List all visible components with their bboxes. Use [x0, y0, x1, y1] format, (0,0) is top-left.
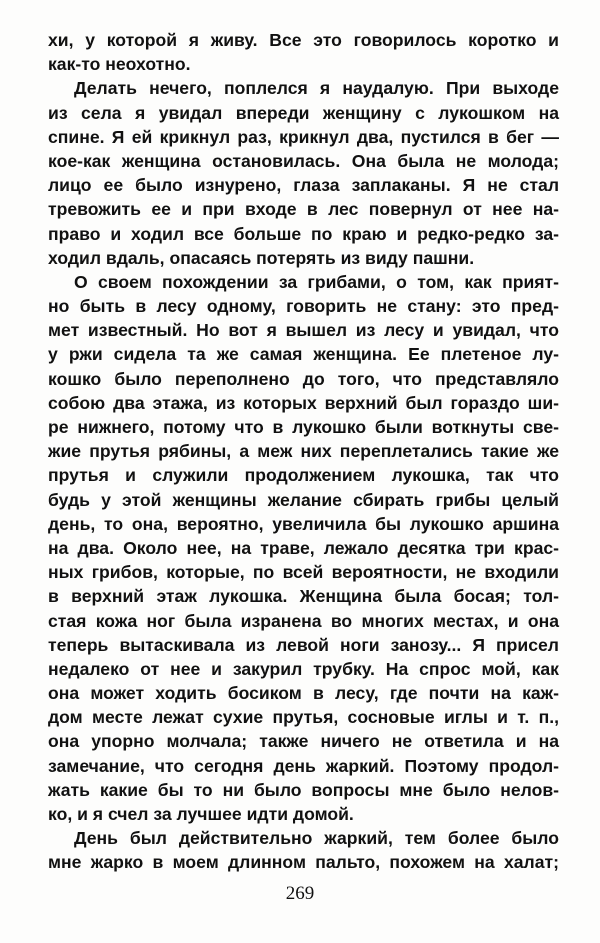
text-line: право и ходил все больше по краю и редко-редко за- — [48, 223, 559, 244]
text-line: О своем похождении за грибами, о том, как прият- — [74, 271, 559, 292]
text-line: недалеко от нее и закурил трубку. На спрос мой, как — [48, 658, 559, 679]
text-line: спине. Я ей крикнул раз, крикнул два, пустился в бег — — [48, 126, 559, 147]
body-text — [48, 28, 559, 875]
text-line: лицо ее было изнурено, глаза заплаканы. Я не стал — [48, 175, 559, 196]
text-line: мет известный. Но вот я вышел из лесу и увидал, что — [48, 320, 559, 341]
text-line: стая кожа ног была изранена во многих местах, и она — [48, 610, 559, 631]
text-line: кошко было переполнено до того, что представляло — [48, 368, 559, 389]
text-line: будь у этой женщины желание сбирать грибы целый — [48, 489, 559, 510]
text-line: дом месте лежат сухие прутья, сосновые иглы и т. п., — [48, 707, 559, 728]
text-line: прутья и служили продолжением лукошка, так что — [48, 465, 559, 486]
text-line: в верхний этаж лукошка. Женщина была босая; тол- — [48, 586, 559, 607]
text-line: на два. Около нее, на траве, лежало десятка три крас- — [48, 537, 559, 558]
text-line: как-то неохотно. — [48, 54, 191, 75]
text-line: мне жарко в моем длинном пальто, похожем на халат; — [48, 852, 559, 873]
text-line: но быть в лесу одному, говорить не стану: это пред- — [48, 296, 559, 317]
text-line: жие прутья рябины, а меж них переплетались такие же — [48, 441, 559, 462]
text-line: она может ходить босиком в лесу, где почти на каж- — [48, 683, 559, 704]
text-line: ко, и я счел за лучшее идти домой. — [48, 804, 354, 824]
text-line: Делать нечего, поплелся я наудалую. При выходе — [74, 78, 559, 99]
text-line: жать какие бы то ни было вопросы мне было нелов- — [48, 779, 559, 800]
text-line: собою два этажа, из которых верхний был гораздо ши- — [48, 392, 559, 413]
text-line: она упорно молчала; также ничего не ответила и на — [48, 731, 559, 752]
text-line: замечание, что сегодня день жаркий. Поэтому продол- — [48, 755, 559, 776]
text-line: день, то она, вероятно, увеличила бы лукошко аршина — [48, 513, 559, 534]
text-line: ных грибов, которые, по всей вероятности, не входили — [48, 562, 559, 583]
text-line: кое-как женщина остановилась. Она была не молода; — [48, 150, 559, 171]
text-line: тревожить ее и при входе в лес повернул от нее на- — [48, 199, 559, 220]
text-line: ходил вдаль, опасаясь потерять из виду пашни. — [48, 247, 475, 268]
text-line: День был действительно жаркий, тем более было — [74, 828, 559, 849]
text-line: ре нижнего, потому что в лукошко были воткнуты све- — [48, 417, 559, 437]
text-line: из села я увидал впереди женщину с лукошком на — [48, 102, 559, 123]
text-line: у ржи сидела та же самая женщина. Ее плетеное лу- — [48, 344, 559, 365]
text-line: хи, у которой я живу. Все это говорилось коротко и — [48, 30, 559, 50]
text-line: теперь вытаскивала из левой ноги занозу... Я присел — [48, 634, 559, 655]
page-number: 269 — [285, 883, 315, 904]
